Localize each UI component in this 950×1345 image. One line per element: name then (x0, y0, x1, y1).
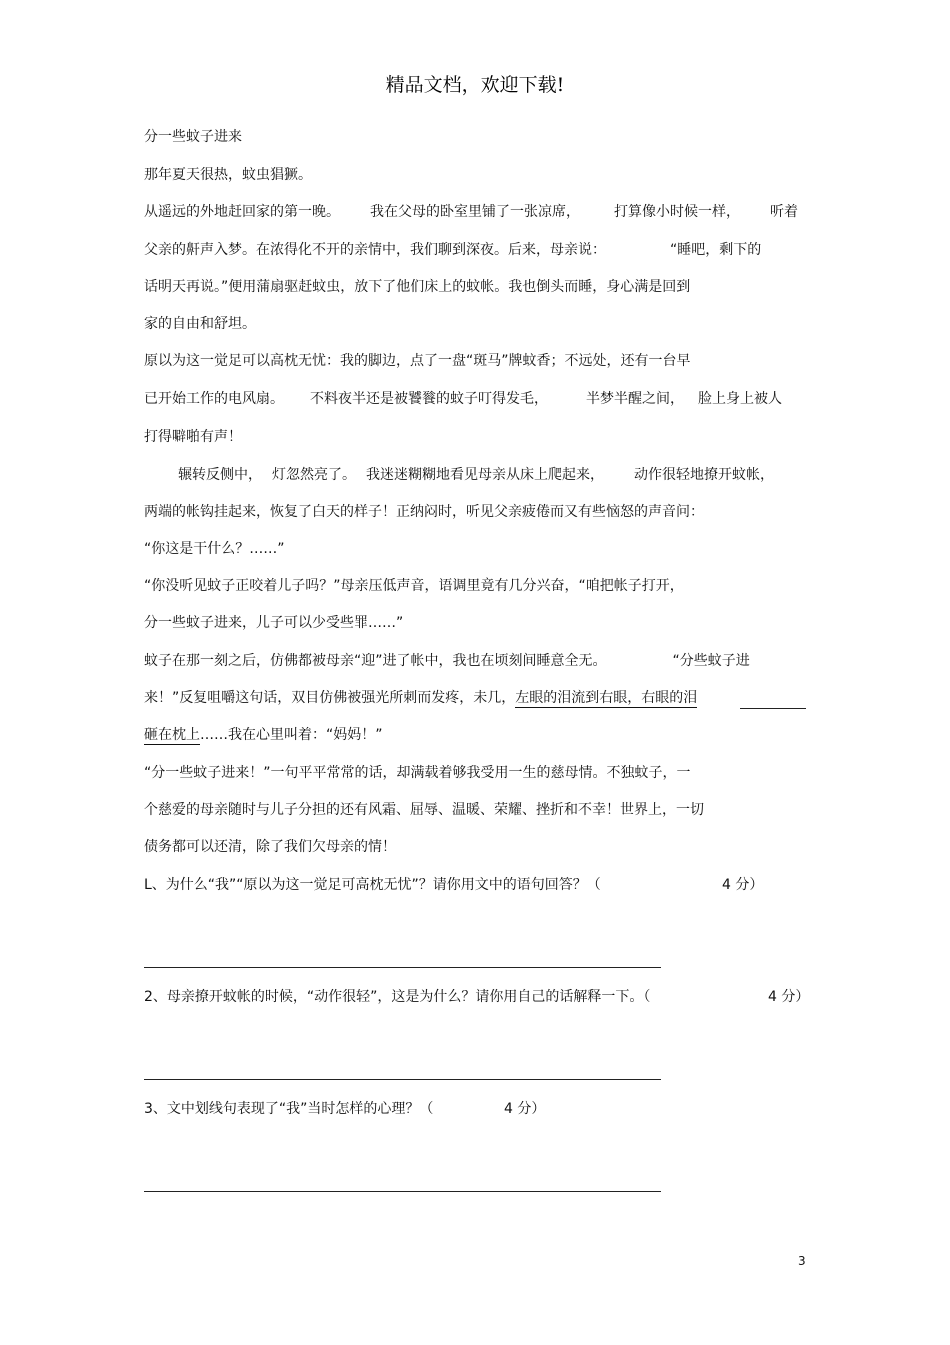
answer-line-2[interactable] (144, 1079, 661, 1080)
text-segment: 从遥远的外地赶回家的第一晚。 (144, 204, 340, 220)
page-header: 精品文档，欢迎下载! (385, 74, 565, 96)
question-2: 2、母亲撩开蚊帐的时候，“动作很轻”，这是为什么？请你用自己的话解释一下。（ (144, 989, 651, 1005)
text-segment: 动作很轻地撩开蚊帐， (634, 467, 774, 483)
text-segment: ……我在心里叫着：“妈妈！” (200, 727, 383, 743)
text-segment: 我迷迷糊糊地看见母亲从床上爬起来， (366, 467, 604, 483)
text-segment: 蚊子在那一刻之后，仿佛都被母亲“迎”进了帐中，我也在顷刻间睡意全无。 (144, 653, 607, 669)
text-line (144, 652, 750, 670)
underlined-sentence: 砸在枕上 (144, 727, 200, 743)
text-segment: 父亲的鼾声入梦。在浓得化不开的亲情中，我们聊到深夜。后来，母亲说： (144, 242, 606, 258)
text-line: 话明天再说。”便用蒲扇驱赶蚊虫，放下了他们床上的蚊帐。我也倒头而睡，身心满是回到 (144, 279, 691, 295)
question-1: L、为什么“我”“原以为这一觉足可高枕无忧”？请你用文中的语句回答？（ (144, 877, 601, 893)
article-title: 分一些蚊子进来 (144, 129, 242, 145)
answer-line-3[interactable] (144, 1191, 661, 1192)
text-line: 分一些蚊子进来，儿子可以少受些罪……” (144, 615, 404, 631)
text-line: 打得噼啪有声！ (144, 429, 242, 445)
text-segment: 灯忽然亮了。 (272, 467, 356, 483)
question-3: 3、文中划线句表现了“我”当时怎样的心理？（ (144, 1101, 434, 1117)
text-line (144, 689, 697, 707)
text-line (178, 466, 774, 484)
text-line: 那年夏天很热，蚊虫猖獗。 (144, 167, 312, 183)
text-line: 两端的帐钩挂起来，恢复了白天的样子！正纳闷时，听见父亲疲倦而又有些恼怒的声音问： (144, 504, 704, 520)
question-1-score: 4 分） (722, 877, 764, 893)
text-line: 家的自由和舒坦。 (144, 316, 256, 332)
text-segment: “分些蚊子进 (672, 653, 750, 669)
text-segment: 我在父母的卧室里铺了一张凉席， (370, 204, 580, 220)
text-segment: 脸上身上被人 (698, 391, 782, 407)
text-line: 原以为这一觉足可以高枕无忧：我的脚边，点了一盘“斑马”牌蚊香；不远处，还有一台早 (144, 353, 691, 369)
text-line (144, 390, 782, 408)
text-line (144, 726, 383, 744)
text-line: “分一些蚊子进来！”一句平平常常的话，却满载着够我受用一生的慈母情。不独蚊子，一 (144, 765, 691, 781)
answer-line-1[interactable] (144, 967, 661, 968)
text-line: “你这是干什么？……” (144, 541, 285, 557)
text-segment: 已开始工作的电风扇。 (144, 391, 284, 407)
question-3-score: 4 分） (504, 1101, 546, 1117)
text-segment: 半梦半醒之间， (586, 391, 684, 407)
underline-extension (740, 708, 806, 709)
text-line: 债务都可以还清，除了我们欠母亲的情！ (144, 839, 396, 855)
text-segment: “睡吧，剩下的 (670, 242, 762, 258)
text-line: “你没听见蚊子正咬着儿子吗？”母亲压低声音，语调里竟有几分兴奋，“咱把帐子打开， (144, 578, 684, 594)
text-segment: 不料夜半还是被饕餮的蚊子叮得发毛， (310, 391, 548, 407)
text-segment: 来！”反复咀嚼这句话，双目仿佛被强光所刺而发疼，未几， (144, 690, 516, 706)
text-line (144, 203, 798, 221)
underlined-sentence: 左眼的泪流到右眼，右眼的泪 (515, 690, 698, 706)
page-number: 3 (798, 1254, 806, 1268)
question-2-score: 4 分） (768, 989, 810, 1005)
text-line: 个慈爱的母亲随时与儿子分担的还有风霜、屈辱、温暖、荣耀、挫折和不幸！世界上，一切 (144, 802, 704, 818)
text-segment: 打算像小时候一样， (614, 204, 740, 220)
text-segment: 听着 (770, 204, 798, 220)
text-line (144, 241, 761, 259)
text-segment: 辗转反侧中， (178, 467, 262, 483)
